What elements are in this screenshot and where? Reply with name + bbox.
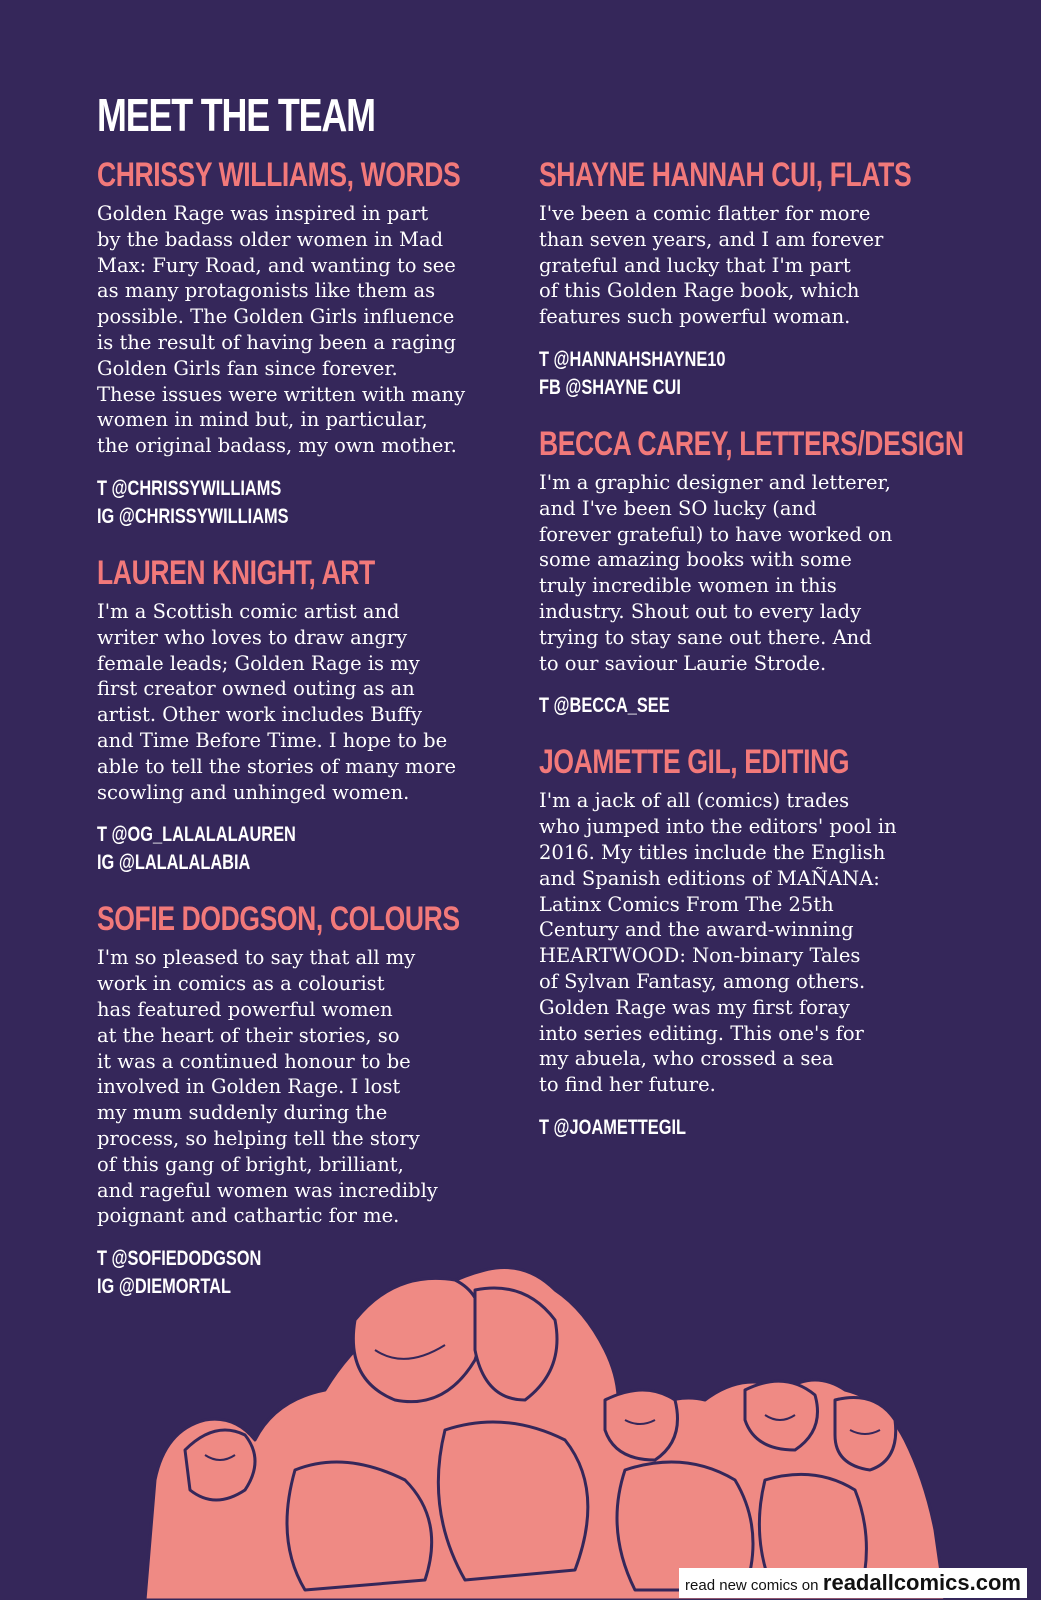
facebook-handle[interactable]: FB @SHAYNE CUI — [539, 375, 681, 399]
team-member-lauren-knight — [97, 553, 497, 877]
team-member-chrissy-williams — [97, 155, 497, 531]
twitter-handle[interactable]: T @BECCA_SEE — [539, 694, 670, 718]
member-heading: SOFIE DODGSON, COLOURS — [97, 900, 460, 939]
site-watermark[interactable] — [679, 1568, 1027, 1598]
twitter-handle[interactable]: T @JOAMETTEGIL — [539, 1115, 687, 1139]
right-column — [539, 155, 964, 1142]
social-handles — [539, 692, 939, 720]
team-member-shayne-hannah-cui — [539, 155, 939, 402]
member-bio: I'm a jack of all (comics) trades who jumped into the editors' pool in 2016. My titles include the English and Spanish editions of MAÑANA: Latinx Comics From The 25th Century and the award-winning HEARTWOOD: Non-binary Tales of Sylvan Fantasy, among others. Golden Rage was my first foray into series editing. This one's for my abuela, who crossed a sea to find her future. — [539, 789, 897, 1097]
social-handles — [539, 1114, 939, 1142]
member-bio: I'm a graphic designer and letterer, and I've been SO lucky (and forever grateful) to have worked on some amazing books with some truly incredible women in this industry. Shout out to every lady trying to stay sane out there. And to our saviour Laurie Strode. — [539, 470, 893, 675]
instagram-handle[interactable]: IG @LALALALABIA — [97, 851, 251, 875]
twitter-handle[interactable]: T @OG_LALALALAUREN — [97, 823, 296, 847]
member-heading: LAUREN KNIGHT, ART — [97, 553, 375, 592]
twitter-handle[interactable]: T @CHRISSYWILLIAMS — [97, 476, 282, 500]
member-bio: Golden Rage was inspired in part by the badass older women in Mad Max: Fury Road, and wanting to see as many protagonists like them as possible. The Golden Girls influence is the result of having been a raging Golden Girls fan since forever. These issues were written with many women in mind but, in particular, the original badass, my own mother. — [97, 202, 466, 458]
twitter-handle[interactable]: T @SOFIEDODGSON — [97, 1247, 262, 1271]
member-bio: I'm so pleased to say that all my work in comics as a colourist has featured powerful women at the heart of their stories, so it was a continued honour to be involved in Golden Rage. I lost my mum suddenly during the process, so helping tell the story of this gang of bright, brilliant, and rageful women was incredibly poignant and cathartic for me. — [97, 946, 438, 1228]
team-member-becca-carey — [539, 424, 964, 720]
member-heading: SHAYNE HANNAH CUI, FLATS — [539, 156, 912, 194]
watermark-site[interactable]: readallcomics.com — [822, 1570, 1021, 1595]
social-handles — [539, 346, 939, 402]
member-heading: BECCA CAREY, LETTERS/DESIGN — [539, 424, 964, 463]
social-handles — [97, 475, 497, 531]
team-member-sofie-dodgson — [97, 899, 497, 1301]
left-column — [97, 155, 497, 1301]
page-title: MEET THE TEAM — [97, 89, 375, 141]
twitter-handle[interactable]: T @HANNAHSHAYNE10 — [539, 347, 726, 371]
watermark-prefix: read new comics on — [685, 1577, 819, 1594]
member-bio: I've been a comic flatter for more than seven years, and I am forever grateful and lucky that I'm part of this Golden Rage book, which features such powerful woman. — [539, 202, 884, 329]
member-heading: JOAMETTE GIL, EDITING — [539, 743, 850, 782]
instagram-handle[interactable]: IG @DIEMORTAL — [97, 1275, 231, 1299]
social-handles — [97, 821, 497, 877]
instagram-handle[interactable]: IG @CHRISSYWILLIAMS — [97, 504, 289, 528]
member-heading: CHRISSY WILLIAMS, WORDS — [97, 156, 461, 194]
team-member-joamette-gil — [539, 742, 939, 1142]
group-hug-illustration — [145, 1250, 1005, 1600]
member-bio: I'm a Scottish comic artist and writer who loves to draw angry female leads; Golden Rage is my first creator owned outing as an artist. Other work includes Buffy and Time Before Time. I hope to be able to tell the stories of many more scowling and unhinged women. — [97, 599, 457, 804]
